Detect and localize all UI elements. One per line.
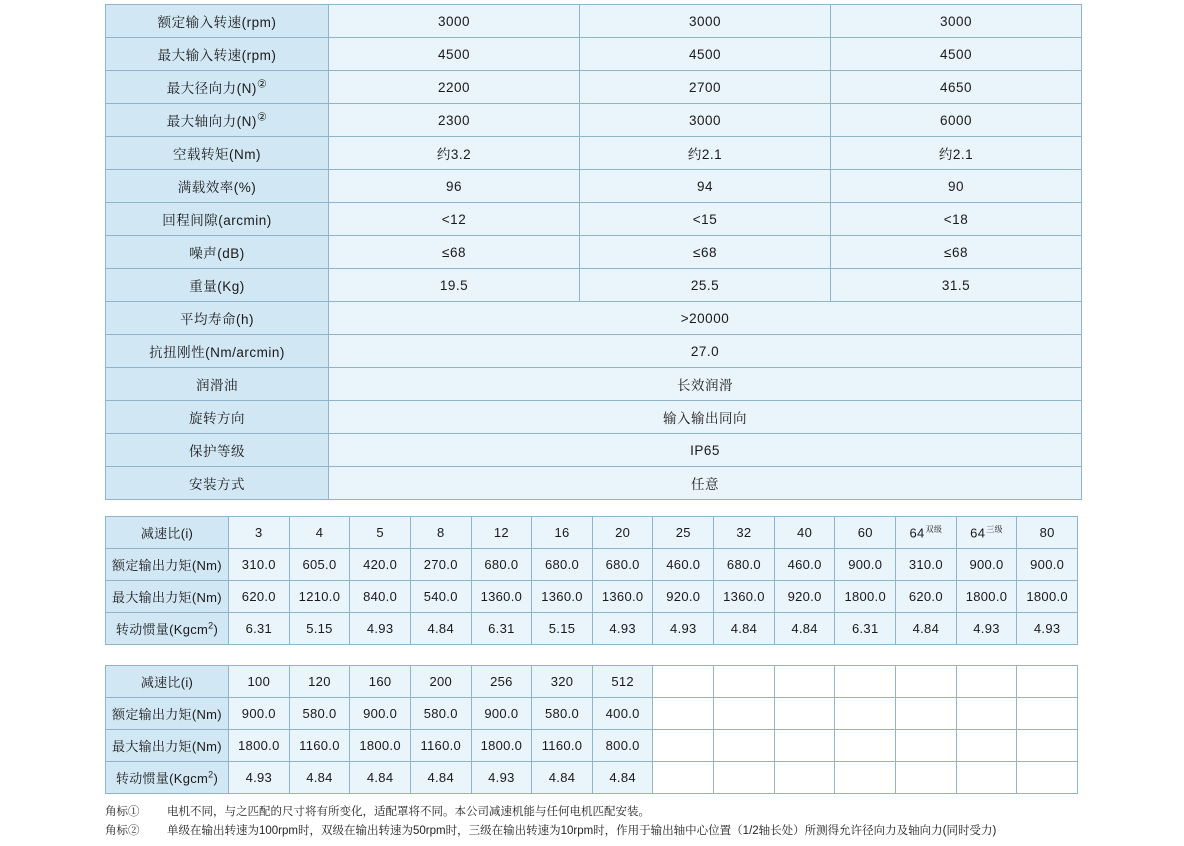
- spec-row-value: 25.5: [580, 269, 831, 302]
- ratio-cell: 5: [350, 517, 411, 549]
- table-row: [106, 71, 1082, 104]
- spec-row-label: 保护等级: [106, 434, 329, 467]
- spec-row-value: 6000: [831, 104, 1082, 137]
- spec-row-value: ≤68: [831, 236, 1082, 269]
- ratio-cell-empty: [956, 762, 1017, 794]
- ratio-cell: 420.0: [350, 549, 411, 581]
- ratio-cell: 460.0: [774, 549, 835, 581]
- table-row: [106, 434, 1082, 467]
- ratio-cell-empty: [1017, 762, 1078, 794]
- ratio-cell-empty: [896, 666, 957, 698]
- ratio-cell-empty: [956, 698, 1017, 730]
- ratio-cell: 580.0: [410, 698, 471, 730]
- ratio-cell: 800.0: [592, 730, 653, 762]
- table-row: [106, 666, 1078, 698]
- table-row: [106, 5, 1082, 38]
- spec-row-value: 3000: [831, 5, 1082, 38]
- ratio-cell-empty: [774, 762, 835, 794]
- reduction-ratio-table-1: [105, 516, 1078, 645]
- table-row: [106, 467, 1082, 500]
- ratio-cell: 900.0: [956, 549, 1017, 581]
- ratio-cell: 400.0: [592, 698, 653, 730]
- spec-row-value: 2300: [329, 104, 580, 137]
- ratio-cell: 6.31: [471, 613, 532, 645]
- ratio-row-label: 减速比(i): [106, 517, 229, 549]
- ratio-cell: 1160.0: [410, 730, 471, 762]
- ratio-cell: 5.15: [532, 613, 593, 645]
- spec-row-value: 2700: [580, 71, 831, 104]
- ratio-cell: 680.0: [714, 549, 775, 581]
- ratio-cell: 900.0: [350, 698, 411, 730]
- spec-row-label: 平均寿命(h): [106, 302, 329, 335]
- spec-row-value: 96: [329, 170, 580, 203]
- table-row: [106, 762, 1078, 794]
- spec-row-value: 约2.1: [831, 137, 1082, 170]
- ratio-cell: 4.93: [350, 613, 411, 645]
- ratio-cell: 4.84: [592, 762, 653, 794]
- ratio-row-label: 最大输出力矩(Nm): [106, 730, 229, 762]
- footnotes: [105, 803, 1105, 841]
- spec-row-value: 19.5: [329, 269, 580, 302]
- ratio-cell: 4: [289, 517, 350, 549]
- spec-row-label: 最大输入转速(rpm): [106, 38, 329, 71]
- ratio-cell: 160: [350, 666, 411, 698]
- ratio-cell: 1800.0: [956, 581, 1017, 613]
- ratio-cell: 605.0: [289, 549, 350, 581]
- spec-row-label: 抗扭刚性(Nm/arcmin): [106, 335, 329, 368]
- ratio-cell-empty: [896, 730, 957, 762]
- spec-row-label: 重量(Kg): [106, 269, 329, 302]
- ratio-cell: 1360.0: [592, 581, 653, 613]
- spec-row-label: 安装方式: [106, 467, 329, 500]
- spec-row-label: 最大径向力(N)②: [106, 71, 329, 104]
- ratio-row-label: 减速比(i): [106, 666, 229, 698]
- ratio-cell-empty: [835, 666, 896, 698]
- ratio-cell: 840.0: [350, 581, 411, 613]
- specifications-table: [105, 4, 1082, 500]
- ratio-cell: 680.0: [592, 549, 653, 581]
- spec-row-label: 旋转方向: [106, 401, 329, 434]
- ratio-cell-empty: [714, 730, 775, 762]
- footnote-text: 电机不同，与之匹配的尺寸将有所变化，适配罩将不同。本公司减速机能与任何电机匹配安装。: [167, 806, 650, 818]
- spec-row-label: 润滑油: [106, 368, 329, 401]
- spec-row-value: 4500: [831, 38, 1082, 71]
- spec-row-value: 94: [580, 170, 831, 203]
- table-row: [106, 236, 1082, 269]
- ratio-cell-empty: [956, 730, 1017, 762]
- ratio-cell: 1210.0: [289, 581, 350, 613]
- table-row: [106, 401, 1082, 434]
- ratio-cell: 4.84: [410, 762, 471, 794]
- spec-row-label: 回程间隙(arcmin): [106, 203, 329, 236]
- table-row: [106, 335, 1082, 368]
- spec-row-value: 4500: [329, 38, 580, 71]
- ratio-cell: 32: [714, 517, 775, 549]
- ratio-cell: 270.0: [410, 549, 471, 581]
- ratio-cell-empty: [653, 666, 714, 698]
- ratio-stage-badge: 三级: [986, 525, 1003, 535]
- table-row: [106, 104, 1082, 137]
- ratio-cell: 5.15: [289, 613, 350, 645]
- spec-row-value: <12: [329, 203, 580, 236]
- ratio-cell: 4.93: [229, 762, 290, 794]
- ratio-cell: 680.0: [471, 549, 532, 581]
- ratio-cell: 4.93: [471, 762, 532, 794]
- ratio-cell: 1160.0: [289, 730, 350, 762]
- ratio-row-label: 转动惯量(Kgcm$^2$): [106, 762, 229, 794]
- spec-row-value: 27.0: [329, 335, 1082, 368]
- ratio-cell: 920.0: [653, 581, 714, 613]
- spec-row-value: 约3.2: [329, 137, 580, 170]
- ratio-row-label: 转动惯量(Kgcm$^2$): [106, 613, 229, 645]
- table-row: [106, 38, 1082, 71]
- ratio-cell: 920.0: [774, 581, 835, 613]
- ratio-cell-empty: [653, 762, 714, 794]
- ratio-cell: 4.93: [956, 613, 1017, 645]
- footnote: [105, 803, 1105, 822]
- ratio-cell: 1800.0: [229, 730, 290, 762]
- ratio-cell: 1800.0: [471, 730, 532, 762]
- spec-row-value: 4650: [831, 71, 1082, 104]
- table-row: [106, 203, 1082, 236]
- ratio-cell: 4.84: [532, 762, 593, 794]
- ratio-cell: 6.31: [835, 613, 896, 645]
- spec-row-value: <15: [580, 203, 831, 236]
- table-row: [106, 581, 1078, 613]
- ratio-cell: 100: [229, 666, 290, 698]
- spec-row-value: 约2.1: [580, 137, 831, 170]
- ratio-cell: 1360.0: [532, 581, 593, 613]
- ratio-cell: 512: [592, 666, 653, 698]
- ratio-cell: 40: [774, 517, 835, 549]
- ratio-cell: 16: [532, 517, 593, 549]
- table-row: [106, 368, 1082, 401]
- ratio-row-label: 额定输出力矩(Nm): [106, 549, 229, 581]
- footnote-key: 角标①: [105, 806, 140, 818]
- ratio-cell: $64^{双级}$: [896, 517, 957, 549]
- ratio-cell: 80: [1017, 517, 1078, 549]
- ratio-cell: 1360.0: [471, 581, 532, 613]
- spec-row-value: <18: [831, 203, 1082, 236]
- spec-row-value: 3000: [580, 5, 831, 38]
- ratio-cell: 900.0: [835, 549, 896, 581]
- ratio-cell: 4.84: [410, 613, 471, 645]
- ratio-cell: 256: [471, 666, 532, 698]
- ratio-cell: 4.93: [1017, 613, 1078, 645]
- spec-row-value: 4500: [580, 38, 831, 71]
- ratio-cell-empty: [896, 762, 957, 794]
- ratio-row-label: 额定输出力矩(Nm): [106, 698, 229, 730]
- ratio-cell-empty: [896, 698, 957, 730]
- ratio-cell: 1800.0: [835, 581, 896, 613]
- ratio-cell-empty: [1017, 730, 1078, 762]
- ratio-cell: 900.0: [1017, 549, 1078, 581]
- ratio-cell-empty: [774, 666, 835, 698]
- table-row: [106, 170, 1082, 203]
- spec-row-label: 噪声(dB): [106, 236, 329, 269]
- spec-row-value: 任意: [329, 467, 1082, 500]
- ratio-cell: 900.0: [229, 698, 290, 730]
- ratio-cell-empty: [774, 730, 835, 762]
- ratio-cell: 1360.0: [714, 581, 775, 613]
- table-row: [106, 613, 1078, 645]
- table-row: [106, 137, 1082, 170]
- footnote-text: 单级在输出转速为100rpm时，双级在输出转速为50rpm时，三级在输出转速为10rpm时，作用于输出轴中心位置（1/2轴长处）所测得允许径向力及轴向力(同时受力): [167, 825, 997, 837]
- table-row: [106, 549, 1078, 581]
- footnote: [105, 822, 1105, 841]
- spec-row-value: ≤68: [329, 236, 580, 269]
- spec-row-label: 最大轴向力(N)②: [106, 104, 329, 137]
- ratio-cell-empty: [1017, 698, 1078, 730]
- ratio-cell: 3: [229, 517, 290, 549]
- ratio-cell: 4.84: [350, 762, 411, 794]
- ratio-cell: 4.84: [896, 613, 957, 645]
- ratio-cell-empty: [835, 698, 896, 730]
- spec-row-value: 2200: [329, 71, 580, 104]
- ratio-cell: 580.0: [289, 698, 350, 730]
- ratio-cell: 4.84: [774, 613, 835, 645]
- ratio-cell-empty: [653, 698, 714, 730]
- spec-row-value: 长效润滑: [329, 368, 1082, 401]
- ratio-cell: 6.31: [229, 613, 290, 645]
- ratio-cell: 460.0: [653, 549, 714, 581]
- ratio-cell-empty: [653, 730, 714, 762]
- table-row: [106, 698, 1078, 730]
- table-row: [106, 269, 1082, 302]
- ratio-cell-empty: [714, 666, 775, 698]
- ratio-cell: 12: [471, 517, 532, 549]
- spec-row-value: 3000: [580, 104, 831, 137]
- spec-row-label: 额定输入转速(rpm): [106, 5, 329, 38]
- ratio-cell: 60: [835, 517, 896, 549]
- ratio-cell: $64^{三级}$: [956, 517, 1017, 549]
- spec-row-value: 3000: [329, 5, 580, 38]
- ratio-cell: 580.0: [532, 698, 593, 730]
- spec-row-value: ≤68: [580, 236, 831, 269]
- ratio-cell: 4.93: [653, 613, 714, 645]
- ratio-cell: 540.0: [410, 581, 471, 613]
- ratio-cell: 4.84: [714, 613, 775, 645]
- ratio-cell-empty: [956, 666, 1017, 698]
- ratio-cell: 4.93: [592, 613, 653, 645]
- ratio-cell: 25: [653, 517, 714, 549]
- ratio-cell: 4.84: [289, 762, 350, 794]
- ratio-cell: 310.0: [229, 549, 290, 581]
- ratio-cell: 8: [410, 517, 471, 549]
- table-row: [106, 302, 1082, 335]
- ratio-cell-empty: [1017, 666, 1078, 698]
- table-row: [106, 730, 1078, 762]
- footnote-key: 角标②: [105, 825, 140, 837]
- spec-row-label: 满载效率(%): [106, 170, 329, 203]
- ratio-cell-empty: [714, 698, 775, 730]
- ratio-cell: 1800.0: [350, 730, 411, 762]
- ratio-cell: 1160.0: [532, 730, 593, 762]
- ratio-cell: 200: [410, 666, 471, 698]
- spec-row-value: 31.5: [831, 269, 1082, 302]
- ratio-cell-empty: [714, 762, 775, 794]
- ratio-cell-empty: [774, 698, 835, 730]
- ratio-cell: 620.0: [896, 581, 957, 613]
- ratio-cell-empty: [835, 730, 896, 762]
- spec-row-value: >20000: [329, 302, 1082, 335]
- ratio-cell: 620.0: [229, 581, 290, 613]
- ratio-stage-badge: 双级: [925, 525, 943, 535]
- reduction-ratio-table-2: [105, 665, 1078, 794]
- ratio-cell: 1800.0: [1017, 581, 1078, 613]
- ratio-cell: 900.0: [471, 698, 532, 730]
- spec-row-value: 输入输出同向: [329, 401, 1082, 434]
- ratio-cell: 20: [592, 517, 653, 549]
- spec-row-value: 90: [831, 170, 1082, 203]
- spec-row-value: IP65: [329, 434, 1082, 467]
- ratio-cell: 120: [289, 666, 350, 698]
- ratio-cell-empty: [835, 762, 896, 794]
- ratio-cell: 320: [532, 666, 593, 698]
- ratio-cell: 680.0: [532, 549, 593, 581]
- spec-row-label: 空载转矩(Nm): [106, 137, 329, 170]
- ratio-row-label: 最大输出力矩(Nm): [106, 581, 229, 613]
- ratio-cell: 310.0: [896, 549, 957, 581]
- table-row: [106, 517, 1078, 549]
